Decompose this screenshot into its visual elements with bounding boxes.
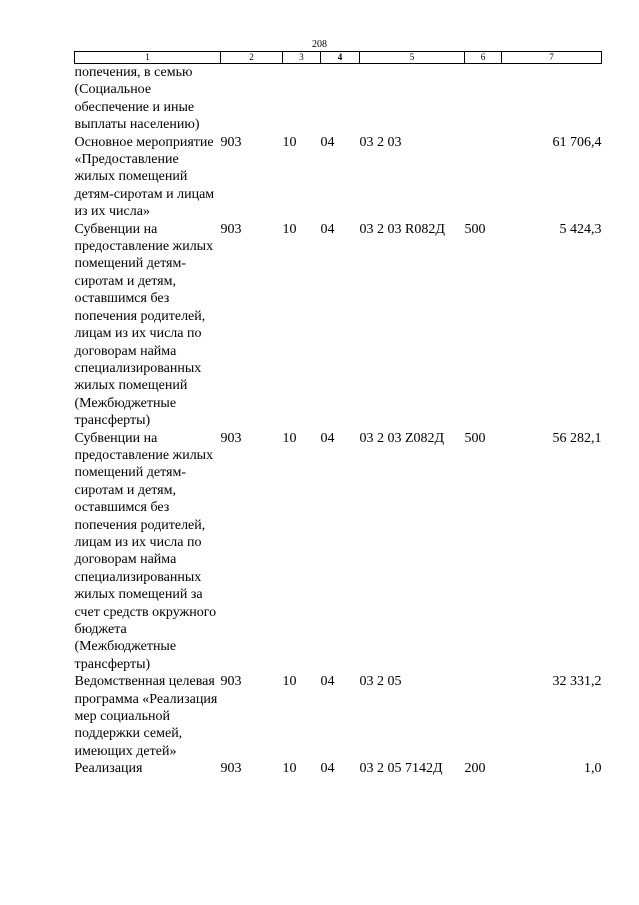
- row-amount: 5 424,3: [559, 221, 602, 237]
- row-subsection: 04: [320, 221, 335, 237]
- table-row: [75, 221, 602, 430]
- row-admin-code: 903: [220, 430, 242, 446]
- row-amount: 56 282,1: [552, 430, 602, 446]
- row-section: 10: [282, 761, 297, 777]
- column-header-2: 2: [221, 52, 283, 64]
- row-subsection: 04: [320, 134, 335, 150]
- row-expense-type: 200: [464, 761, 486, 777]
- row-amount: 61 706,4: [552, 134, 602, 150]
- column-header-6: 6: [465, 52, 502, 64]
- row-expense-type: [465, 673, 502, 760]
- table-row: [75, 64, 602, 134]
- row-expense-type: 500: [464, 221, 486, 237]
- row-target-article: 03 2 03 Z082Д: [359, 430, 445, 446]
- row-admin-code: 903: [220, 221, 242, 237]
- row-subsection: 04: [320, 674, 335, 690]
- row-target-article: [360, 64, 465, 134]
- column-header-5: 5: [360, 52, 465, 64]
- row-name: Ведомственная целевая программа «Реализация мер социальной поддержки семей, имеющих детей»: [74, 674, 218, 759]
- row-admin-code: 903: [220, 134, 242, 150]
- column-header-3: 3: [283, 52, 321, 64]
- row-name: попечения, в семью (Социальное обеспечение и иные выплаты населению): [74, 65, 200, 133]
- row-section: 10: [282, 134, 297, 150]
- row-target-article: 03 2 03: [359, 134, 402, 150]
- row-name: Субвенции на предоставление жилых помещений детям-сиротам и детям, оставшимся без попечения родителей, лицам из их числа по договорам найма специализированных жилых помещений (Межбюджетные трансферты): [74, 221, 214, 429]
- row-expense-type: [465, 64, 502, 134]
- row-admin-code: 903: [220, 761, 242, 777]
- column-header-4: 4: [321, 52, 360, 64]
- column-header-1: 1: [75, 52, 221, 64]
- column-header-7: 7: [502, 52, 602, 64]
- row-target-article: 03 2 05: [359, 674, 402, 690]
- page-number: 208: [312, 39, 327, 50]
- row-expense-type: 500: [464, 430, 486, 446]
- row-expense-type: [465, 134, 502, 221]
- table-row: [75, 430, 602, 674]
- row-amount: 1,0: [584, 761, 602, 777]
- table-row: [75, 134, 602, 221]
- row-section: 10: [282, 674, 297, 690]
- row-target-article: 03 2 05 7142Д: [359, 761, 443, 777]
- table-row: [75, 760, 602, 777]
- row-section: 10: [282, 221, 297, 237]
- row-admin-code: 903: [220, 674, 242, 690]
- row-section: [283, 64, 321, 134]
- row-admin-code: [221, 64, 283, 134]
- row-name: Основное мероприятие «Предоставление жилых помещений детям-сиротам и лицам из их числа»: [74, 134, 215, 220]
- row-subsection: 04: [320, 761, 335, 777]
- row-target-article: 03 2 03 R082Д: [359, 221, 445, 237]
- table-header-row: [75, 52, 602, 64]
- row-name: Субвенции на предоставление жилых помещений детям-сиротам и детям, оставшимся без попечения родителей, лицам из их числа по договорам найма специализированных жилых помещений за счет средств окружного бюджета (Межбюджетные трансферты): [74, 430, 217, 672]
- row-section: 10: [282, 430, 297, 446]
- budget-table: [74, 51, 602, 778]
- row-amount: [502, 64, 602, 134]
- row-amount: 32 331,2: [552, 674, 602, 690]
- row-name: Реализация: [74, 761, 143, 777]
- row-subsection: 04: [320, 430, 335, 446]
- table-row: [75, 673, 602, 760]
- row-subsection: [321, 64, 360, 134]
